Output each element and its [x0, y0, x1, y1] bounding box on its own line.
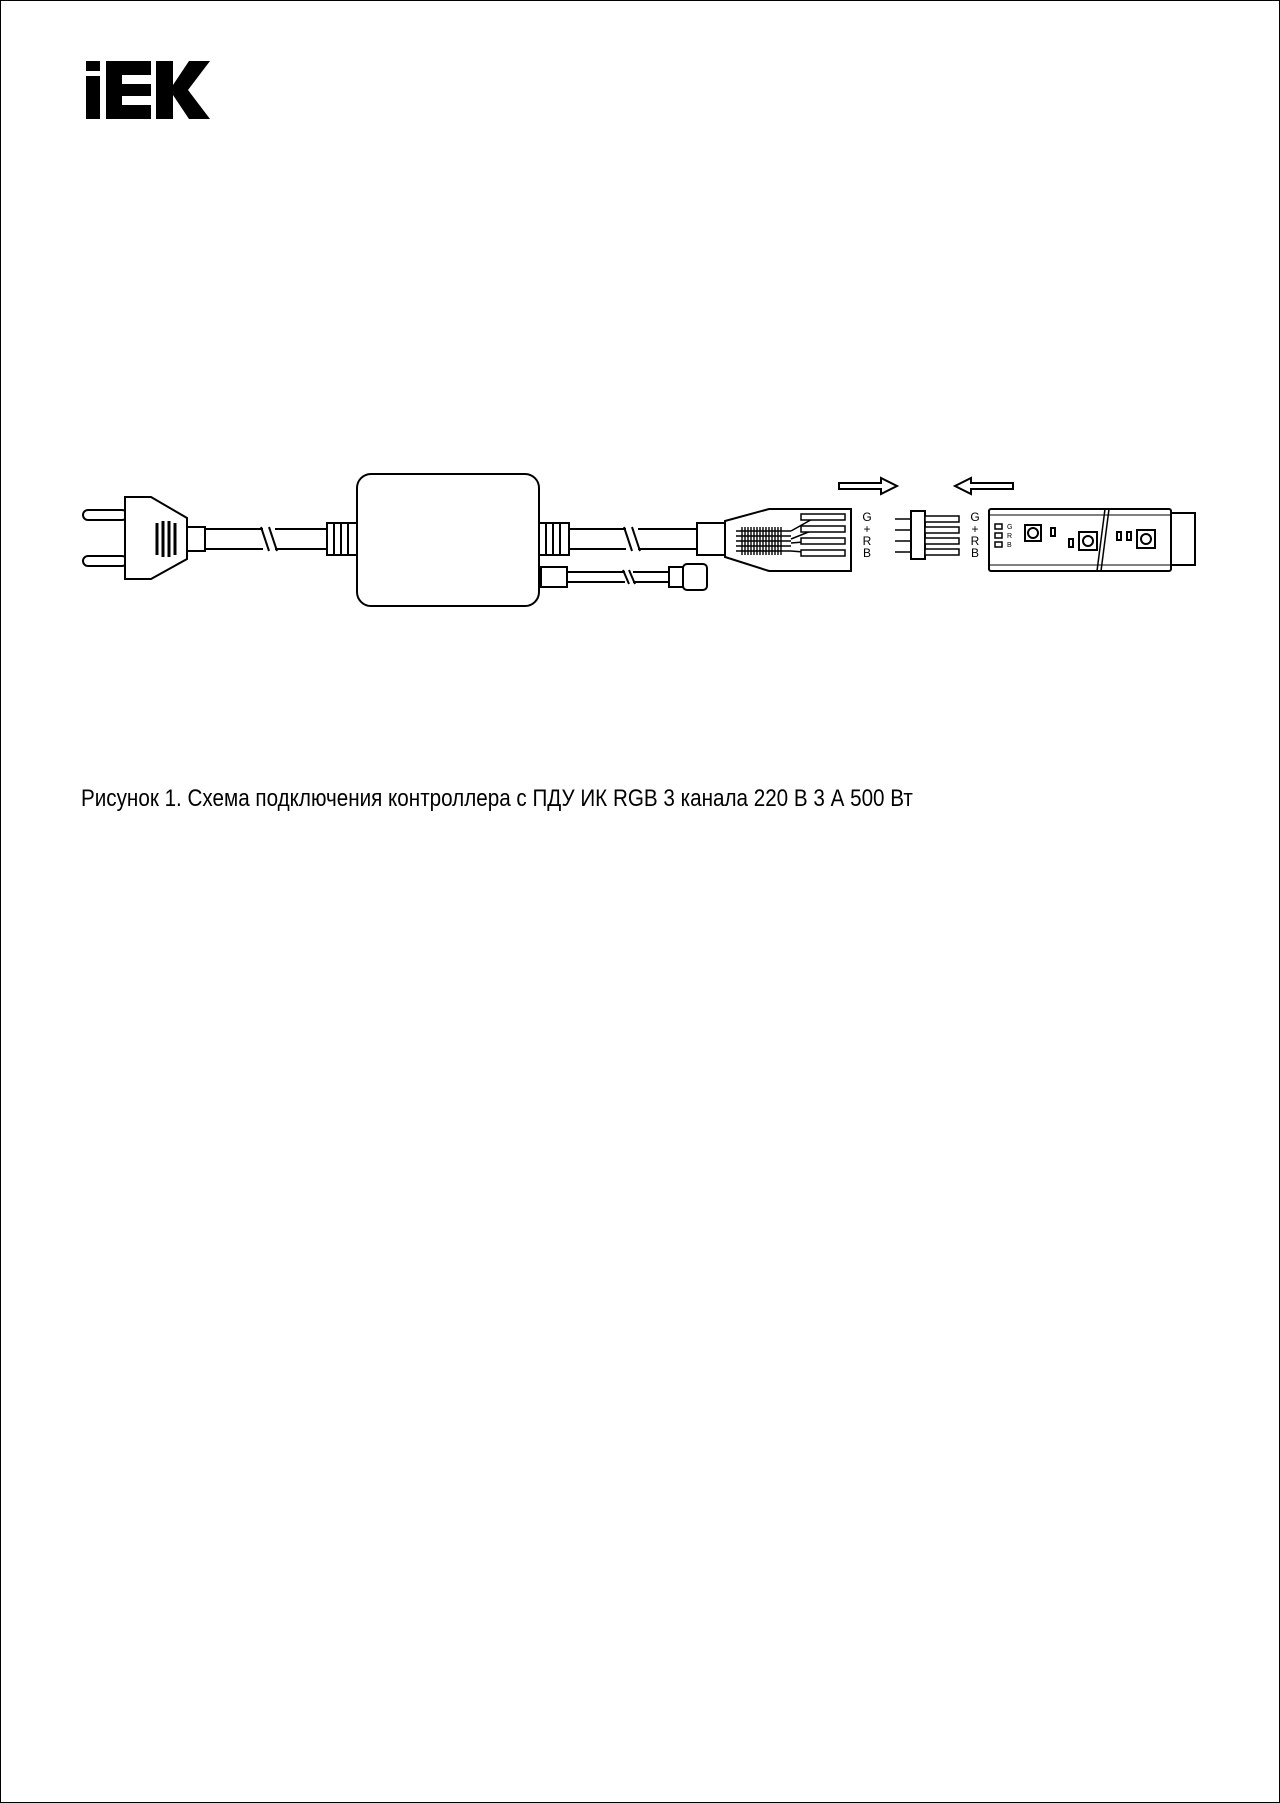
strip-pin-label: +	[971, 522, 979, 536]
arrow-left	[955, 478, 1013, 494]
arrow-right	[839, 478, 897, 494]
pin-adapter	[895, 511, 959, 559]
figure-caption: Рисунок 1. Схема подключения контроллера с ПДУ ИК RGB 3 канала 220 В 3 А 500 Вт	[81, 785, 913, 812]
output-cable	[569, 527, 697, 551]
input-gland	[327, 523, 357, 555]
connection-diagram	[1, 461, 1279, 621]
controller-box	[357, 474, 539, 606]
led-strip	[989, 509, 1171, 571]
mains-cable	[205, 527, 327, 551]
plug-pins	[83, 510, 127, 566]
output-boot	[697, 523, 725, 555]
strip-pin-label: B	[970, 546, 980, 560]
strip-pin-label: G	[970, 510, 980, 524]
ir-sensor-head	[683, 564, 707, 590]
strip-pin-label: R	[970, 534, 980, 548]
ir-receiver-cable	[541, 564, 707, 590]
strip-end-cap	[1171, 513, 1195, 565]
strip-pad-labels	[1007, 524, 1012, 549]
connector-pin-label: B	[862, 546, 872, 560]
strip-pad-label: G	[1007, 524, 1013, 531]
iek-logo-mark	[86, 61, 211, 121]
plug-strain-relief	[187, 527, 205, 551]
led-chip	[1079, 532, 1097, 550]
connector-pin-label: R	[862, 534, 872, 548]
connector-pin-label: G	[862, 510, 872, 524]
output-gland	[539, 523, 569, 555]
led-chip	[1137, 530, 1155, 548]
strip-pad-label: R	[1007, 533, 1013, 540]
strip-pin-labels	[970, 510, 979, 560]
iek-logo	[86, 61, 211, 126]
strip-pad-label: B	[1007, 542, 1012, 549]
connector-pin-label: +	[863, 522, 871, 536]
connector-pin-labels	[862, 510, 871, 560]
